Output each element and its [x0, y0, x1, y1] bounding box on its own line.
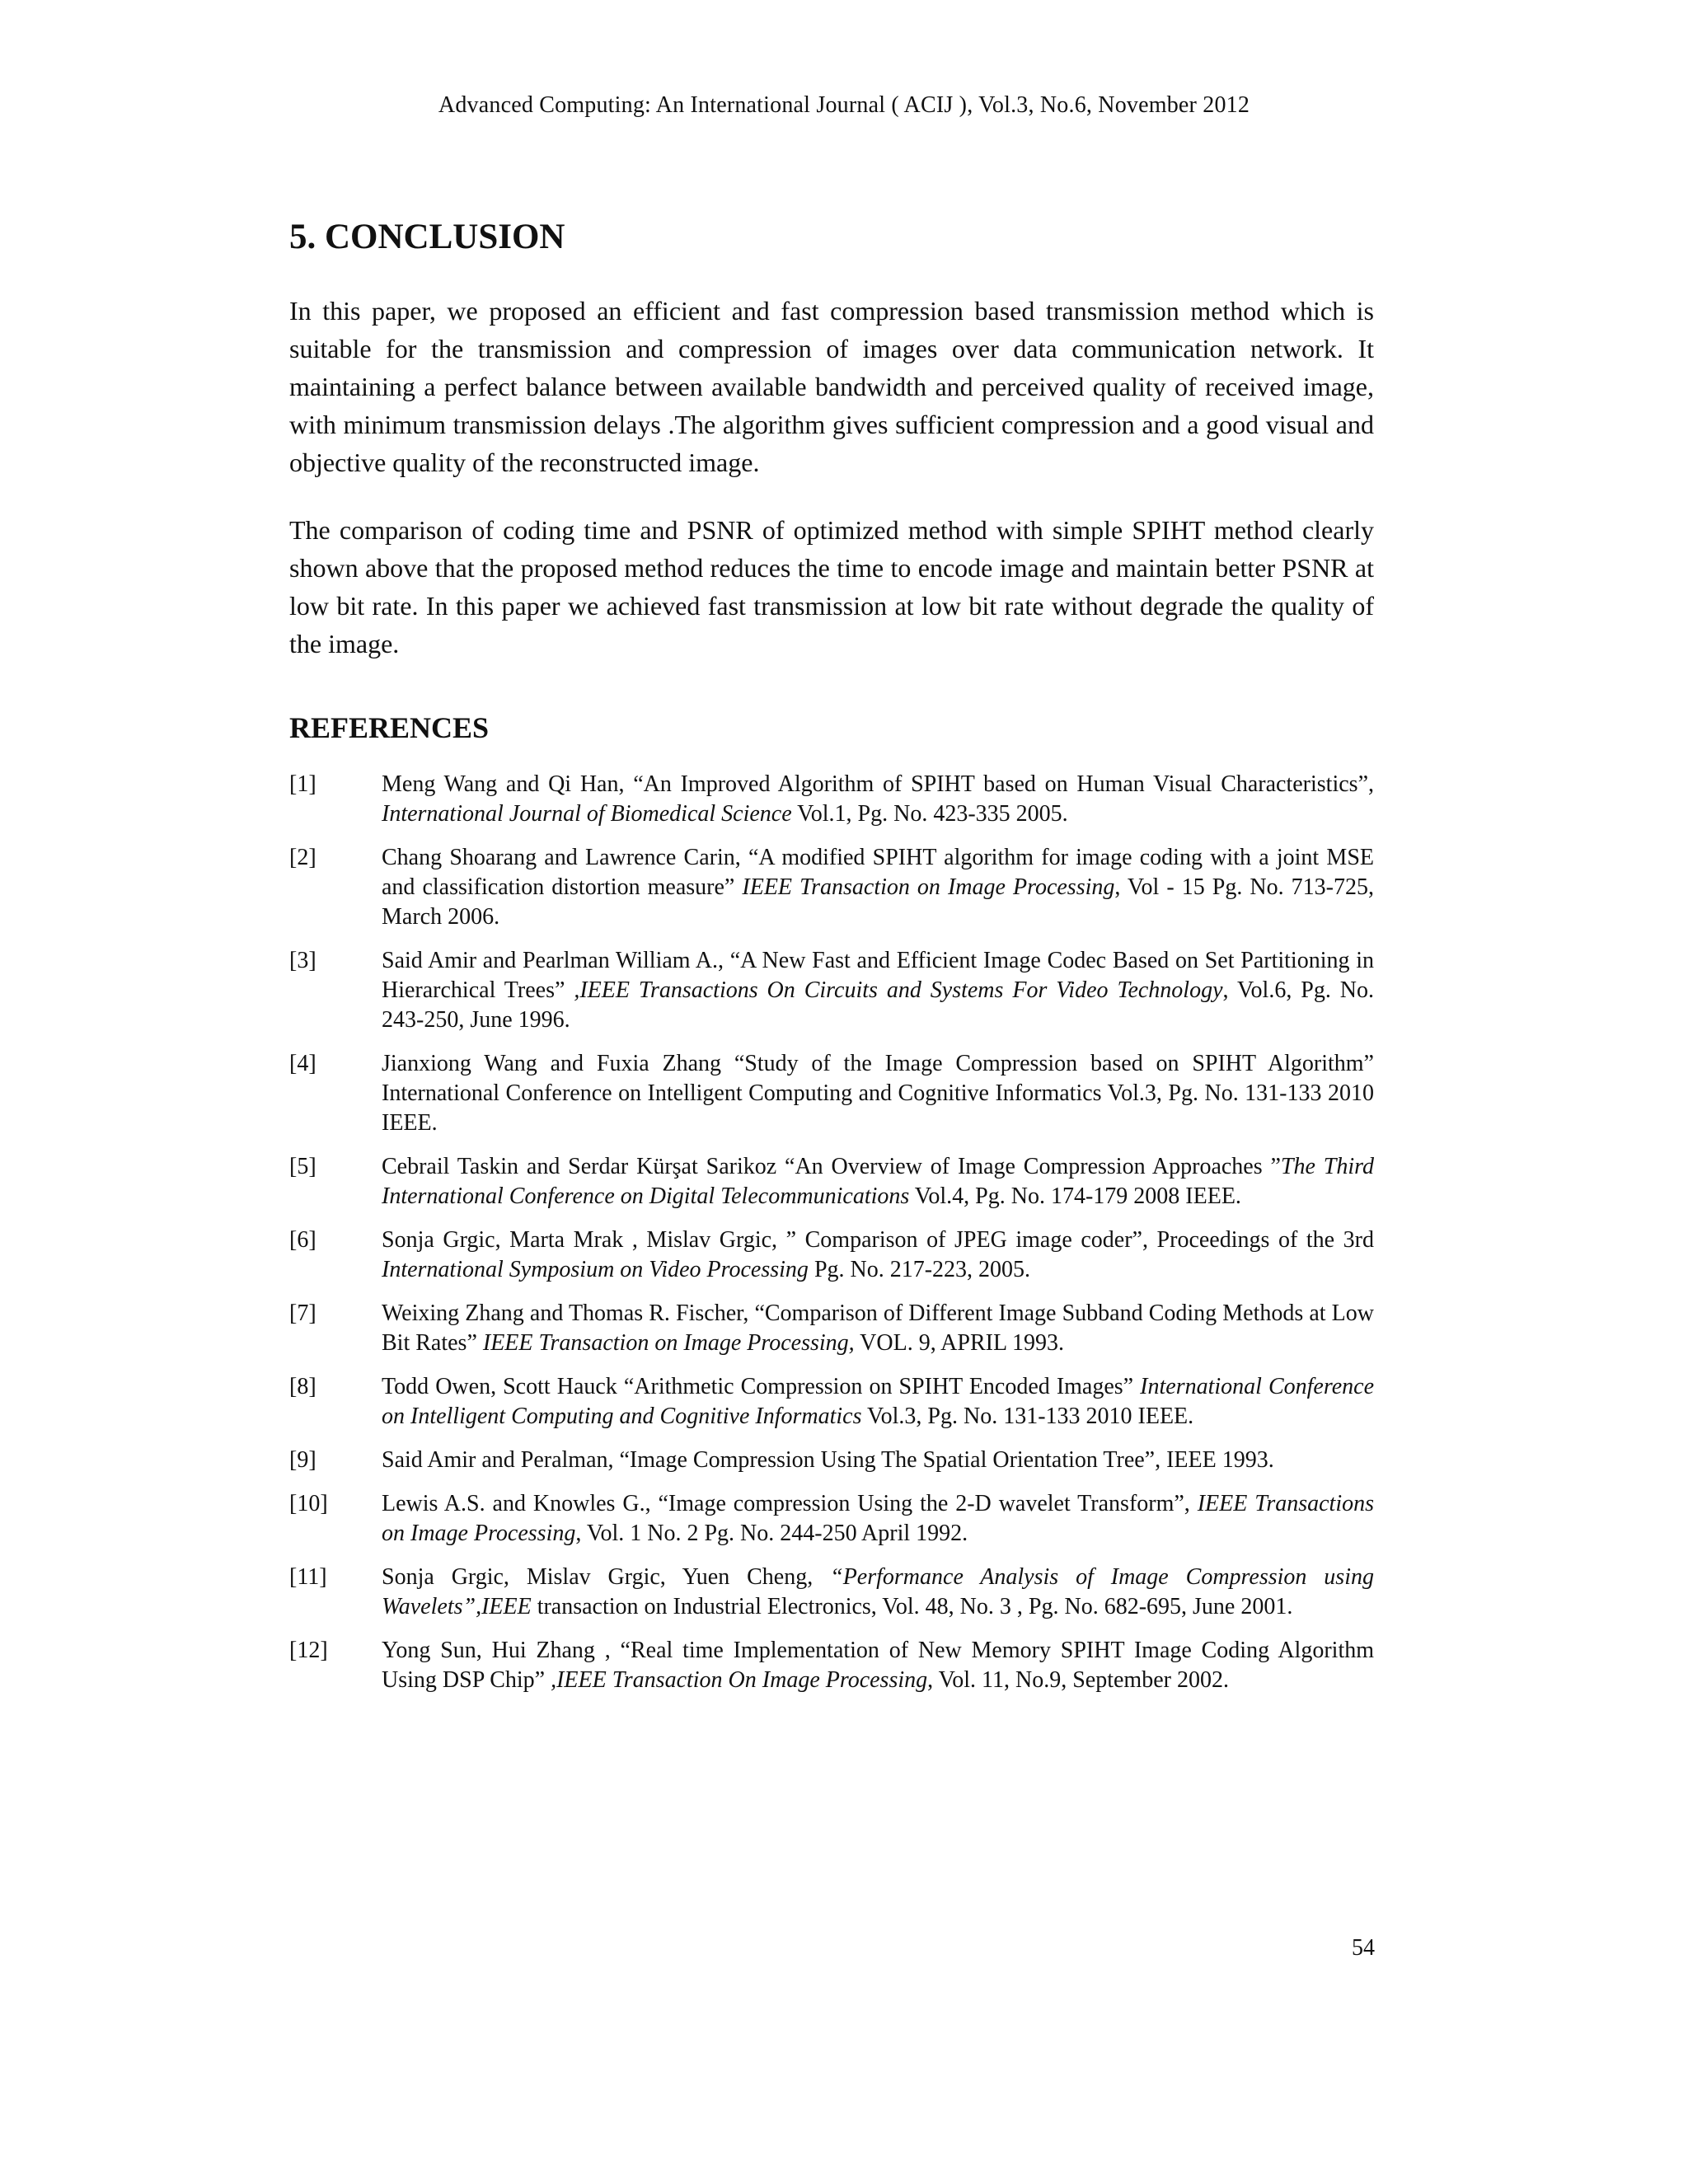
reference-text — [382, 1491, 1374, 1546]
reference-text — [382, 1447, 1274, 1473]
reference-italic-segment: IEEE Transaction on Image Processing, — [482, 1330, 855, 1356]
reference-italic-segment: IEEE Transactions on Image Processing — [382, 1491, 1374, 1546]
reference-number: [12] — [289, 1638, 328, 1663]
reference-text — [382, 845, 1374, 930]
references-heading-rest: EFERENCES — [311, 711, 490, 744]
page-content — [289, 213, 1374, 1709]
reference-text — [382, 1154, 1374, 1209]
reference-segment: , Vol. 1 No. 2 Pg. No. 244-250 April 1992. — [575, 1521, 968, 1546]
reference-text — [382, 1638, 1374, 1693]
reference-italic-segment: The Third International Conference on Digital Telecommunications — [382, 1154, 1374, 1209]
reference-segment: Said Amir and Peralman, “Image Compression Using The Spatial Orientation Tree”, IEEE 1993. — [382, 1447, 1274, 1473]
reference-italic-segment: ,IEEE Transaction On Image Processing — [551, 1667, 928, 1693]
reference-number: [7] — [289, 1301, 316, 1326]
reference-text — [382, 1564, 1374, 1619]
reference-segment: VOL. 9, APRIL 1993. — [854, 1330, 1065, 1356]
reference-number: [9] — [289, 1447, 316, 1473]
reference-segment: Weixing Zhang and Thomas R. Fischer, “Comparison of Different Image Subband Coding Methods at Low Bit Rates” — [382, 1301, 1374, 1356]
reference-italic-segment: International Journal of Biomedical Science — [382, 801, 792, 827]
reference-text — [382, 1374, 1374, 1429]
reference-segment: Todd Owen, Scott Hauck “Arithmetic Compression on SPIHT Encoded Images” — [382, 1374, 1141, 1399]
reference-item — [289, 770, 1374, 829]
reference-segment: Chang Shoarang and Lawrence Carin, “A modified SPIHT algorithm for image coding with a joint MSE and classification distortion measure” — [382, 845, 1374, 900]
reference-text — [382, 771, 1374, 827]
references-heading-initial: R — [289, 711, 311, 744]
reference-italic-segment: International Symposium on Video Processing — [382, 1257, 809, 1282]
reference-italic-segment: ,IEEE Transactions On Circuits and Systems For Video Technology — [574, 977, 1223, 1003]
reference-item — [289, 946, 1374, 1035]
reference-segment: Jianxiong Wang and Fuxia Zhang “Study of the Image Compression based on SPIHT Algorithm” International Conference on Intelligent Computing and Cognitive Informatics Vol.3, Pg. No. 131-133 2010 IEEE. — [382, 1051, 1374, 1136]
reference-number: [5] — [289, 1154, 316, 1179]
reference-item — [289, 1372, 1374, 1432]
reference-text — [382, 948, 1374, 1033]
reference-segment: Meng Wang and Qi Han, “An Improved Algorithm of SPIHT based on Human Visual Characteristics”, — [382, 771, 1374, 797]
reference-item — [289, 1446, 1374, 1475]
reference-segment: transaction on Industrial Electronics, Vol. 48, No. 3 , Pg. No. 682-695, June 2001. — [531, 1594, 1293, 1619]
section-title-conclusion: 5. CONCLUSION — [289, 218, 565, 256]
running-header: Advanced Computing: An International Journal ( ACIJ ), Vol.3, No.6, November 2012 — [438, 92, 1250, 118]
reference-italic-segment: “Performance Analysis of Image Compression using Wavelets”,IEEE — [382, 1564, 1374, 1619]
reference-segment: , Vol - 15 Pg. No. 713-725, March 2006. — [382, 874, 1374, 930]
reference-item — [289, 1299, 1374, 1358]
reference-list — [289, 770, 1374, 1695]
reference-item — [289, 1152, 1374, 1212]
reference-number: [10] — [289, 1491, 328, 1516]
reference-item — [289, 1226, 1374, 1285]
reference-number: [11] — [289, 1564, 327, 1590]
reference-segment: , Vol.6, Pg. No. 243-250, June 1996. — [382, 977, 1374, 1033]
reference-number: [4] — [289, 1051, 316, 1076]
page-number: 54 — [1352, 1935, 1375, 1961]
reference-segment: Sonja Grgic, Mislav Grgic, Yuen Cheng, — [382, 1564, 831, 1590]
reference-segment: Vol.4, Pg. No. 174-179 2008 IEEE. — [909, 1183, 1241, 1209]
reference-segment: Said Amir and Pearlman William A., “A New Fast and Efficient Image Codec Based on Set Partitioning in Hierarchical Trees” — [382, 948, 1374, 1003]
reference-italic-segment: International Conference on Intelligent Computing and Cognitive Informatics — [382, 1374, 1374, 1429]
reference-number: [3] — [289, 948, 316, 973]
reference-segment: Pg. No. 217-223, 2005. — [808, 1257, 1031, 1282]
reference-number: [6] — [289, 1227, 316, 1253]
reference-item — [289, 1563, 1374, 1622]
reference-text — [382, 1301, 1374, 1356]
reference-number: [8] — [289, 1374, 316, 1399]
reference-text — [382, 1227, 1374, 1282]
reference-segment: Cebrail Taskin and Serdar Kürşat Sarikoz “An Overview of Image Compression Approaches ” — [382, 1154, 1281, 1179]
reference-italic-segment: IEEE Transaction on Image Processing — [742, 874, 1115, 900]
references-heading — [289, 707, 1374, 748]
reference-number: [1] — [289, 771, 316, 797]
reference-item — [289, 1489, 1374, 1549]
conclusion-paragraph-1: In this paper, we proposed an efficient and fast compression based transmission method which is suitable for the transmission and compression of images over data communication network. It maintaining a perfect balance between available bandwidth and perceived quality of received image, with minimum transmission delays .The algorithm gives sufficient compression and a good visual and objective quality of the reconstructed image. — [289, 296, 1374, 477]
reference-item — [289, 1049, 1374, 1138]
reference-segment: Sonja Grgic, Marta Mrak , Mislav Grgic, ” Comparison of JPEG image coder”, Proceedings of the 3rd — [382, 1227, 1374, 1253]
reference-segment: , Vol. 11, No.9, September 2002. — [927, 1667, 1229, 1693]
reference-segment: Vol.1, Pg. No. 423-335 2005. — [791, 801, 1068, 827]
reference-item — [289, 843, 1374, 932]
reference-text — [382, 1051, 1374, 1136]
reference-item — [289, 1636, 1374, 1695]
reference-segment: Yong Sun, Hui Zhang , “Real time Implementation of New Memory SPIHT Image Coding Algorithm Using DSP Chip” — [382, 1638, 1374, 1693]
conclusion-paragraph-2: The comparison of coding time and PSNR of optimized method with simple SPIHT method clearly shown above that the proposed method reduces the time to encode image and maintain better PSNR at low bit rate. In this paper we achieved fast transmission at low bit rate without degrade the quality of the image. — [289, 515, 1374, 658]
reference-number: [2] — [289, 845, 316, 870]
reference-segment: Lewis A.S. and Knowles G., “Image compression Using the 2-D wavelet Transform”, — [382, 1491, 1198, 1516]
reference-segment: Vol.3, Pg. No. 131-133 2010 IEEE. — [861, 1404, 1194, 1429]
